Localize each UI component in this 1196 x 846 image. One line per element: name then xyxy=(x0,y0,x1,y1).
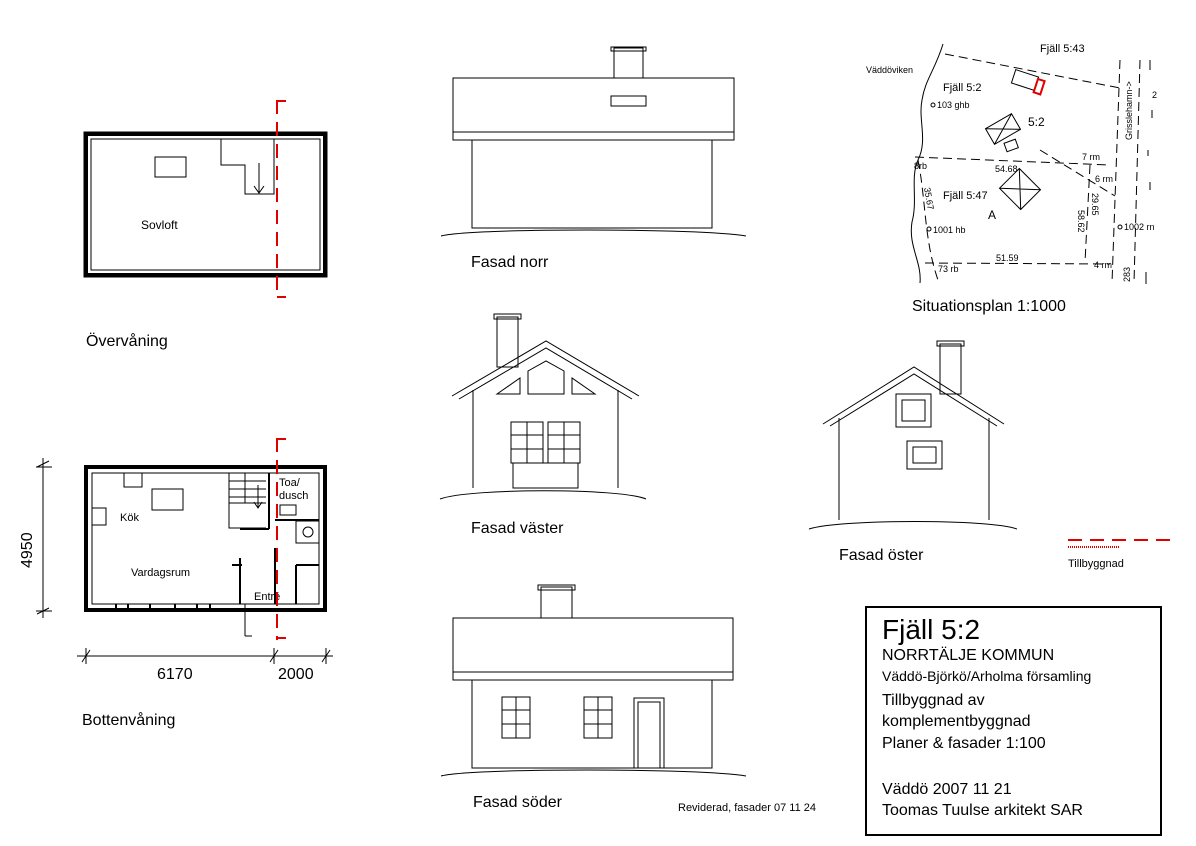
west-roof xyxy=(452,341,639,488)
width-existing-value: 6170 xyxy=(157,666,193,683)
site-house-547-ridge xyxy=(999,168,1040,209)
site-label-bay: Väddöviken xyxy=(866,65,914,75)
north-ground xyxy=(441,230,746,236)
title-block-title: Fjäll 5:2 xyxy=(882,614,981,645)
width-extension-value: 2000 xyxy=(278,666,314,683)
south-window-right-bars xyxy=(584,697,612,738)
title-block-architect: Toomas Tuulse arkitekt SAR xyxy=(882,802,1083,819)
north-chimney xyxy=(614,48,643,78)
title-block-place-date: Väddö 2007 11 21 xyxy=(882,781,1012,798)
west-gable-windows xyxy=(497,361,595,394)
site-label-283: 283 xyxy=(1122,266,1132,282)
south-door xyxy=(634,698,664,768)
bathroom-toilet xyxy=(303,527,313,537)
south-ground xyxy=(441,770,746,776)
living-room-label: Vardagsrum xyxy=(131,567,191,579)
site-label-52: Fjäll 5:2 xyxy=(943,82,982,94)
site-point-1001-icon xyxy=(927,227,931,231)
site-road-right xyxy=(1134,60,1140,283)
facade-south xyxy=(441,585,746,811)
facade-west-label: Fasad väster xyxy=(471,520,564,537)
ground-floor-table xyxy=(152,489,183,510)
north-chimney-base xyxy=(611,96,646,106)
east-window xyxy=(907,441,942,469)
west-window-left-bars xyxy=(511,422,543,463)
bathroom-sink xyxy=(280,505,296,515)
east-window-frame xyxy=(907,441,942,469)
title-block-desc-line3: Planer & fasader 1:100 xyxy=(882,735,1046,752)
stair-steps xyxy=(229,473,266,528)
width-dimension xyxy=(77,648,333,683)
upper-floor-plan xyxy=(84,100,327,350)
upper-floor-wall-fill xyxy=(86,134,325,275)
site-label-543: Fjäll 5:43 xyxy=(1040,43,1085,55)
facade-east-label: Fasad öster xyxy=(839,547,924,564)
depth-dimension xyxy=(19,458,52,618)
site-road-left xyxy=(1112,60,1120,283)
site-extension-marker xyxy=(1034,79,1045,94)
south-window-left xyxy=(502,697,530,738)
revision-note: Reviderad, fasader 07 11 24 xyxy=(678,802,816,814)
ground-floor-plan xyxy=(19,438,333,729)
upper-floor-outer-wall xyxy=(84,132,327,277)
upper-floor-inner-wall xyxy=(91,139,320,270)
west-window-right-bars xyxy=(548,422,580,463)
site-plan xyxy=(866,43,1157,315)
site-existing-house-543 xyxy=(1011,70,1045,95)
toilet-label-line2: dusch xyxy=(279,490,309,502)
site-road-diagonal xyxy=(1040,150,1115,196)
west-window-right xyxy=(548,422,580,463)
east-window-pane xyxy=(913,447,936,463)
bathroom-toilet-box xyxy=(296,521,319,543)
ground-floor-label: Bottenvåning xyxy=(82,712,176,729)
site-label-8rb: 8rb xyxy=(914,161,928,171)
facade-west xyxy=(440,314,646,537)
upper-floor-table xyxy=(155,157,186,177)
depth-dimension-value: 4950 xyxy=(19,532,36,568)
title-block-desc-line1: Tillbyggnad av xyxy=(882,692,985,709)
depth-dimension-ticks xyxy=(36,461,52,614)
site-label-547: Fjäll 5:47 xyxy=(943,190,988,202)
east-roof xyxy=(823,367,1004,520)
title-block-desc-line2: komplementbyggnad xyxy=(882,713,1031,730)
upper-floor-room-label: Sovloft xyxy=(141,218,178,232)
site-label-4rm: 4 rm xyxy=(1094,260,1112,270)
kitchen-label: Kök xyxy=(120,512,139,524)
east-chimney xyxy=(940,344,961,394)
south-window-right xyxy=(584,697,612,738)
site-label-73rb: 73 rb xyxy=(938,264,959,274)
facade-south-label: Fasad söder xyxy=(473,794,562,811)
title-block xyxy=(866,607,1161,835)
site-label-1001: 1001 hb xyxy=(933,225,966,235)
site-label-num2: 2 xyxy=(1152,90,1158,100)
site-house-547 xyxy=(999,168,1040,209)
site-label-6rm: 6 rm xyxy=(1095,174,1113,184)
site-label-a: A xyxy=(988,208,997,222)
site-label-2965: 29.65 xyxy=(1090,193,1100,216)
site-label-7rm: 7 rm xyxy=(1082,152,1100,162)
site-label-1002: 1002 rn xyxy=(1124,222,1155,232)
upper-floor-stair-opening xyxy=(221,139,274,194)
site-label-5159: 51.59 xyxy=(996,253,1019,263)
site-point-103-icon xyxy=(931,103,935,107)
upper-floor-label: Övervåning xyxy=(86,333,168,350)
site-label-5862: 58.62 xyxy=(1076,210,1086,233)
south-roof xyxy=(453,618,733,680)
west-window-left xyxy=(511,422,543,463)
east-attic-window-pane xyxy=(902,400,925,421)
east-ground xyxy=(809,522,1017,530)
upper-floor-stair-arrow-icon xyxy=(254,163,264,193)
entrance-label: Entré xyxy=(254,591,281,603)
site-label-3567: 35.67 xyxy=(922,186,936,211)
site-label-road: Grisslehamn-> xyxy=(1124,81,1134,140)
east-attic-window-frame xyxy=(896,394,931,427)
title-block-municipality: NORRTÄLJE KOMMUN xyxy=(882,647,1055,664)
north-roof xyxy=(453,78,734,140)
toilet-label-line1: Toa/ xyxy=(279,477,300,489)
kitchen-appliance xyxy=(124,473,142,487)
title-block-parish: Väddö-Björkö/Arholma församling xyxy=(882,668,1092,684)
site-boundary-left xyxy=(918,160,938,280)
east-attic-window xyxy=(896,394,931,427)
west-ground xyxy=(440,491,646,499)
kitchen-counter xyxy=(92,508,106,525)
site-label-103: 103 ghb xyxy=(937,100,970,110)
site-label-52-short: 5:2 xyxy=(1028,115,1045,129)
facade-north xyxy=(441,47,746,271)
legend-extension-label: Tillbyggnad xyxy=(1068,558,1124,570)
legend xyxy=(1068,540,1170,570)
site-shed-52 xyxy=(1004,139,1018,152)
north-wall xyxy=(472,140,712,228)
south-chimney xyxy=(541,587,572,618)
site-point-1002-icon xyxy=(1118,225,1122,229)
facade-north-label: Fasad norr xyxy=(471,254,549,271)
south-window-left-bars xyxy=(502,697,530,738)
site-plan-title: Situationsplan 1:1000 xyxy=(912,298,1066,315)
facade-east xyxy=(809,341,1017,564)
west-door xyxy=(513,463,578,488)
south-door-panel xyxy=(638,702,660,768)
site-label-5468: 54.68 xyxy=(995,164,1018,174)
